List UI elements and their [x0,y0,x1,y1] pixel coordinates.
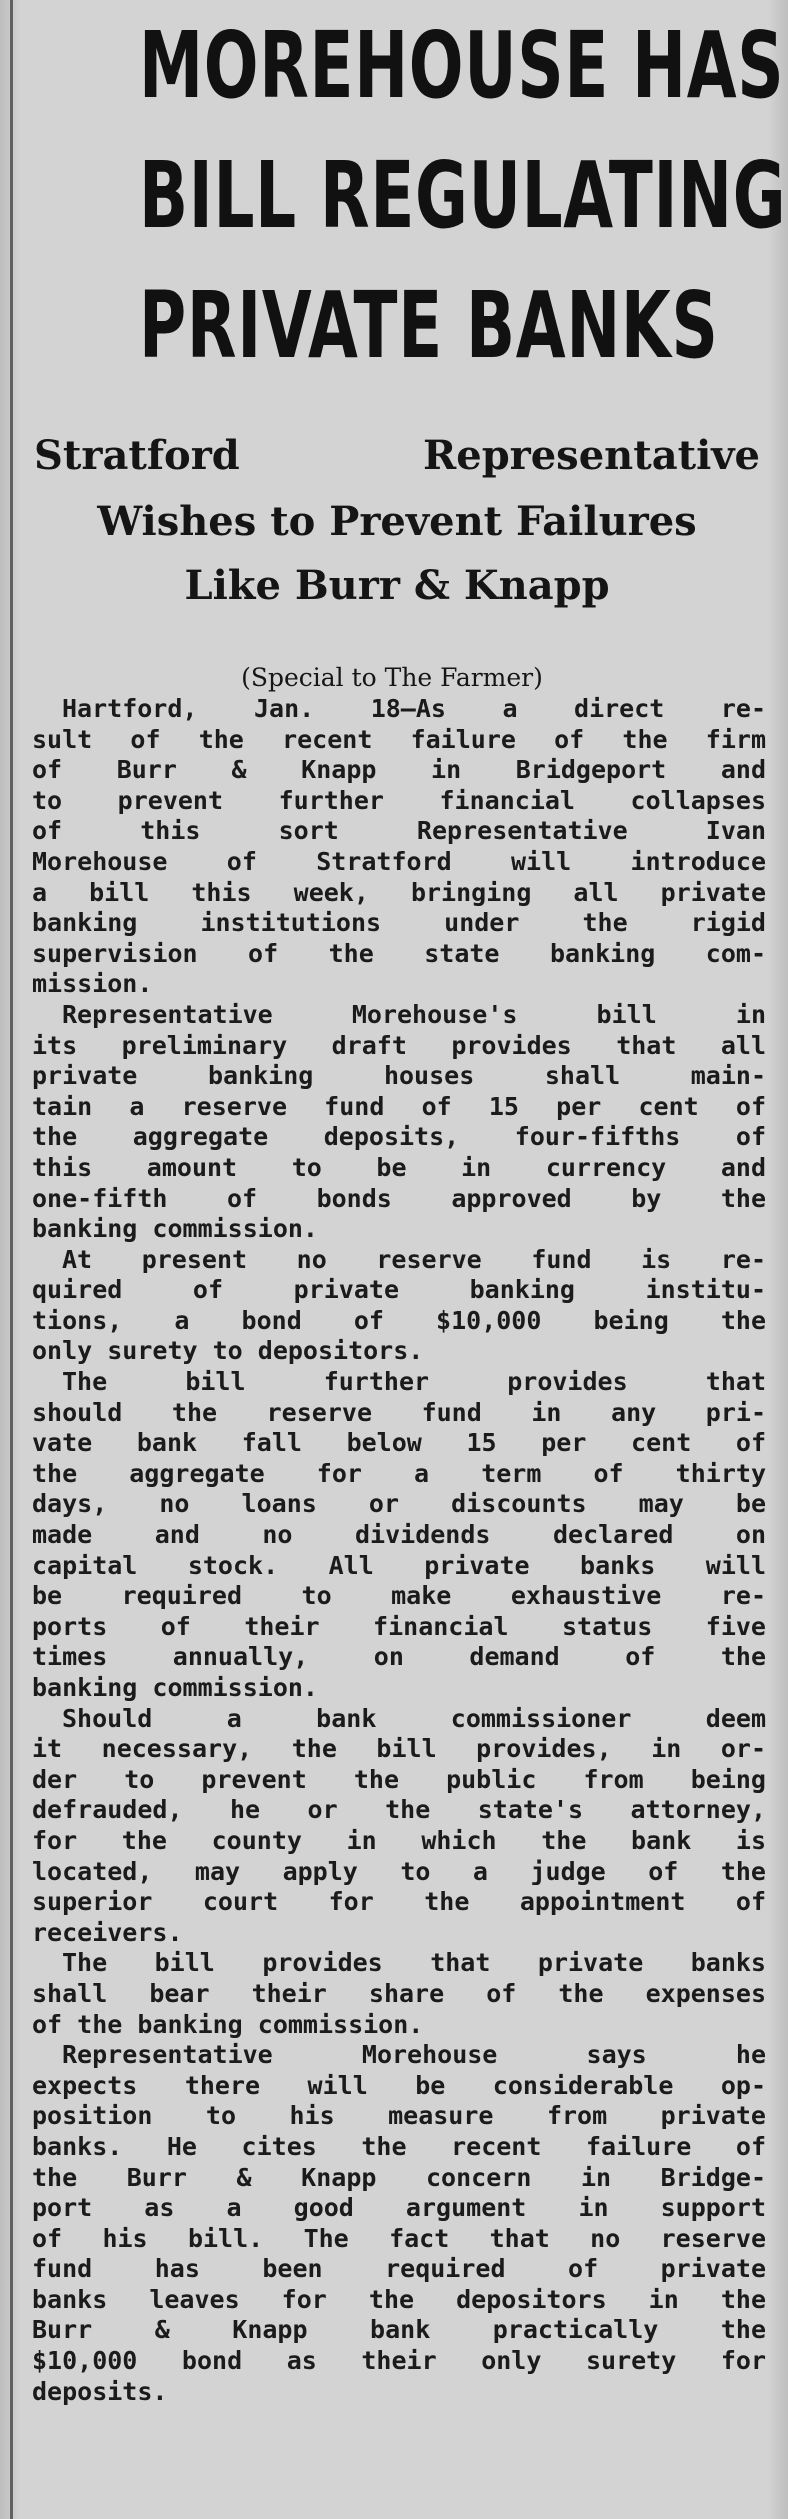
article-line: superior court for the appointment of [32,1887,766,1917]
headline-line-1: MOREHOUSE HAS [139,12,785,119]
article-line: the aggregate deposits, four-fifths of [32,1122,766,1152]
article-line: banking commission. [32,1673,318,1702]
article-line: banks leaves for the depositors in the [32,2284,766,2314]
article-line: of Burr & Knapp in Bridgeport and [32,755,766,785]
article-line: tions, a bond of $10,000 being the [32,1305,766,1335]
article-line: for the county in which the bank is [32,1825,766,1855]
article-line: made and no dividends declared on [32,1520,766,1550]
article-line: supervision of the state banking com- [32,938,766,968]
article-line: Hartford, Jan. 18—As a direct re- [62,694,766,723]
article-line: shall bear their share of the expenses [32,1978,766,2008]
article-line: tain a reserve fund of 15 per cent of [32,1091,766,1121]
headline-line-2: BILL REGULATING [139,142,787,249]
article-line: receivers. [32,1917,183,1947]
article-line: one-fifth of bonds approved by the [32,1183,766,1213]
article-line: of his bill. The fact that no reserve [32,2223,766,2253]
article-line: a bill this week, bringing all private [32,877,766,907]
subheadline-title: Representative [423,432,760,479]
article-line: should the reserve fund in any pri- [32,1397,766,1427]
article-line: located, may apply to a judge of the [32,1856,766,1886]
article-line: its preliminary draft provides that all [32,1030,766,1060]
article-line: days, no loans or discounts may be [32,1489,766,1519]
article-line: The bill provides that private banks [62,1948,766,1978]
article-line: be required to make exhaustive re- [32,1581,766,1611]
article-line: fund has been required of private [32,2254,766,2284]
article-line: times annually, on demand of the [32,1642,766,1672]
article-line: der to prevent the public from being [32,1764,766,1794]
article-line: port as a good argument in support [32,2193,766,2223]
article-line: mission. [32,969,153,999]
column-rule [10,0,13,2519]
article-line: $10,000 bond as their only surety for [32,2346,766,2376]
article-line: this amount to be in currency and [32,1152,766,1182]
headline-line-3: PRIVATE BANKS [139,272,719,379]
article-line: the Burr & Knapp concern in Bridge- [32,2162,766,2192]
article-line: deposits. [32,2376,168,2406]
article-line: quired of private banking institu- [32,1275,766,1305]
article-line: defrauded, he or the state's attorney, [32,1795,766,1825]
article-line: ports of their financial status five [32,1611,766,1641]
article-line: Burr & Knapp bank practically the [32,2315,766,2345]
article-line: only surety to depositors. [32,1336,424,1366]
subheadline-place: Stratford [34,432,240,479]
article-body [32,694,766,2407]
article-line: of this sort Representative Ivan [32,816,766,846]
article-line: banking institutions under the rigid [32,908,766,938]
subheadline-line-3: Like Burr & Knapp [184,562,610,609]
byline-credit: (Special to The Farmer) [241,663,543,692]
article-line: capital stock. All private banks will [32,1550,766,1580]
article-line: Should a bank commissioner deem [62,1703,766,1733]
article-line: banks. He cites the recent failure of [32,2131,766,2161]
article-line: it necessary, the bill provides, in or- [32,1734,766,1764]
article-line: Morehouse of Stratford will introduce [32,846,766,876]
article-line: Representative Morehouse says he [62,2040,766,2070]
article-line: private banking houses shall main- [32,1061,766,1091]
article-line: banking commission. [32,1214,318,1244]
article-line: Representative Morehouse's bill in [62,999,766,1029]
article-line: At present no reserve fund is re- [62,1244,766,1274]
article-line: vate bank fall below 15 per cent of [32,1428,766,1458]
article-line: The bill further provides that [62,1367,766,1397]
article-line: position to his measure from private [32,2101,766,2131]
article-line: to prevent further financial collapses [32,785,766,815]
subheadline-line-1 [22,432,772,480]
article-line: of the banking commission. [32,2009,424,2039]
article-line: sult of the recent failure of the firm [32,724,766,754]
article-line: the aggregate for a term of thirty [32,1458,766,1488]
article-line: expects there will be considerable op- [32,2070,766,2100]
subheadline-line-2: Wishes to Prevent Failures [97,498,697,545]
